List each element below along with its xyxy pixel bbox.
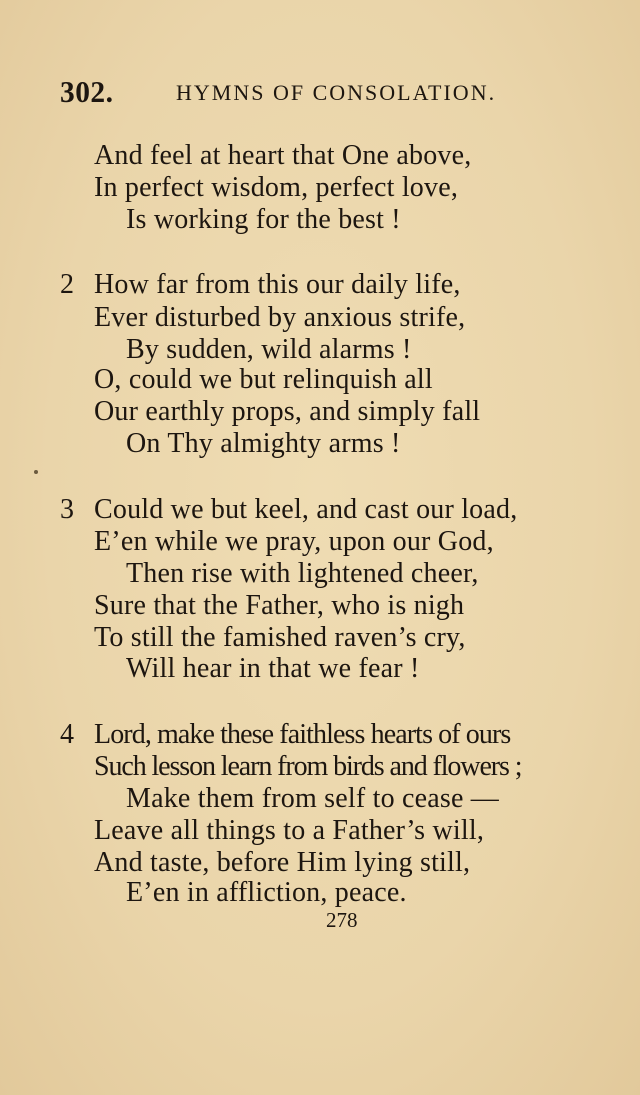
verse-2-line-6: On Thy almighty arms !: [126, 428, 401, 459]
verse-4-line-5: And taste, before Him lying still,: [94, 847, 471, 878]
verse-3-number: 3: [60, 494, 74, 525]
verse-2-line-5: Our earthly props, and simply fall: [94, 396, 481, 427]
verse-2-line-1: How far from this our daily life,: [94, 269, 461, 300]
section-title: HYMNS OF CONSOLATION.: [176, 80, 497, 105]
verse-1-line-2: In perfect wisdom, perfect love,: [94, 172, 459, 203]
verse-4-line-6: E’en in affliction, peace.: [126, 877, 407, 908]
verse-4-line-1: Lord, make these faithless hearts of ours: [94, 719, 511, 750]
verse-2-line-2: Ever disturbed by anxious strife,: [94, 302, 466, 333]
page-number: 278: [326, 908, 358, 932]
verse-2-line-4: O, could we but relinquish all: [94, 364, 433, 395]
verse-4-line-3: Make them from self to cease —: [126, 783, 499, 814]
verse-3-line-5: To still the famished raven’s cry,: [94, 622, 466, 653]
verse-3-line-1: Could we but keel, and cast our load,: [94, 494, 518, 525]
paper-speck: [34, 470, 38, 474]
verse-3-line-2: E’en while we pray, upon our God,: [94, 526, 494, 557]
verse-3-line-6: Will hear in that we fear !: [126, 653, 420, 684]
verse-3-line-3: Then rise with lightened cheer,: [126, 558, 479, 589]
verse-4-line-2: Such lesson learn from birds and flowers ;: [94, 751, 522, 782]
hymn-number: 302.: [60, 74, 114, 109]
verse-4-line-4: Leave all things to a Father’s will,: [94, 815, 485, 846]
verse-2-number: 2: [60, 269, 74, 300]
verse-1-line-3: Is working for the best !: [126, 204, 401, 235]
verse-2-line-3: By sudden, wild alarms !: [126, 334, 412, 365]
verse-3-line-4: Sure that the Father, who is nigh: [94, 590, 465, 621]
verse-1-line-1: And feel at heart that One above,: [94, 140, 472, 171]
verse-4-number: 4: [60, 719, 74, 750]
